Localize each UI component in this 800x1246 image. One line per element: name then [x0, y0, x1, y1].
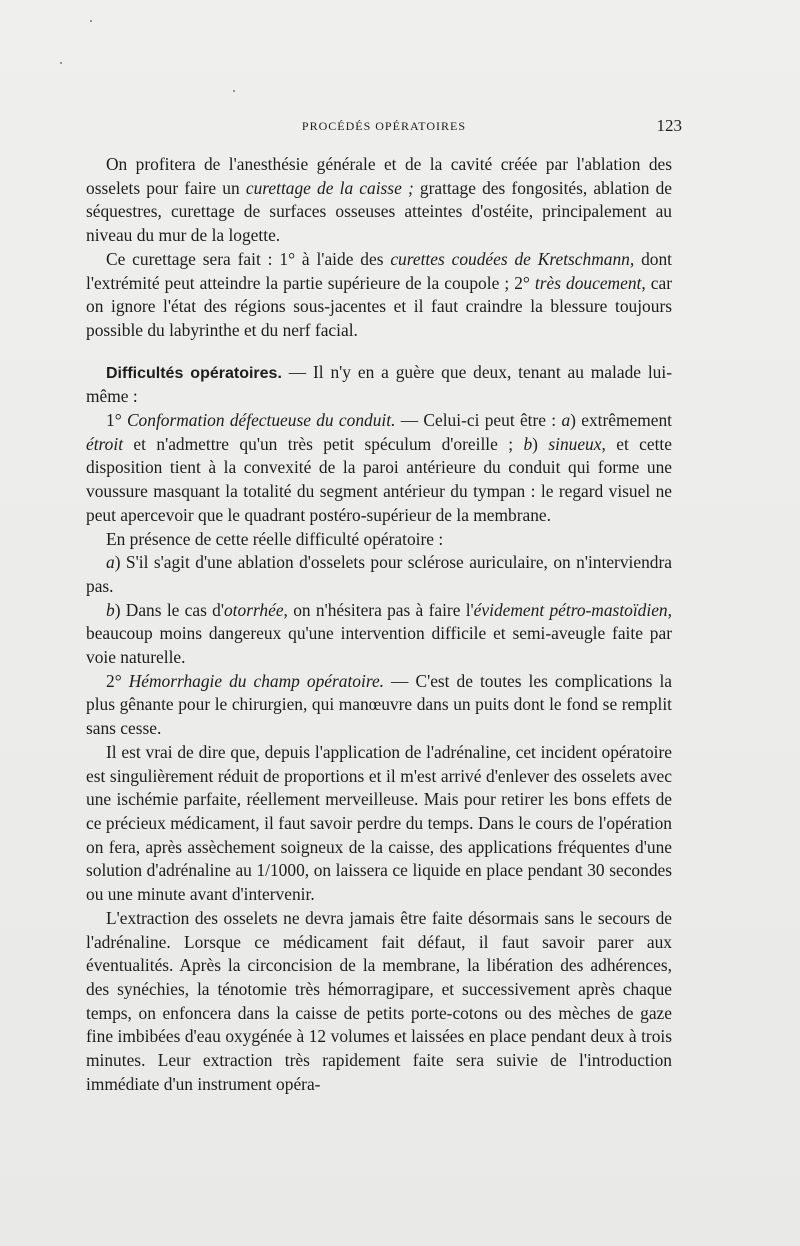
paragraph — [86, 361, 672, 409]
scan-speck — [90, 20, 92, 22]
paragraph — [86, 528, 672, 552]
text-run: 1° — [106, 410, 127, 431]
text-run: — Il n'y en a guère que deux, tenant au malade lui-même : — [86, 361, 672, 407]
paragraph — [86, 741, 672, 907]
italic-text: b — [106, 599, 115, 620]
italic-text: curettage de la caisse ; — [245, 177, 414, 198]
paragraph — [86, 599, 672, 670]
italic-text: a — [561, 410, 571, 431]
section-heading: Difficultés opératoires. — [106, 364, 282, 382]
italic-text: b — [523, 433, 533, 454]
page-header — [86, 116, 682, 138]
italic-text: a — [106, 552, 115, 573]
italic-text: évidement pétro-mastoïdien, — [473, 599, 672, 620]
paragraph — [86, 670, 672, 741]
scan-speck — [233, 90, 235, 92]
text-run: car on ignore l'état des régions sous-jacentes et il faut craindre la blessure toujours possible du labyrinthe et du nerf facial. — [86, 272, 672, 340]
running-title: PROCÉDÉS OPÉRATOIRES — [301, 119, 467, 133]
text-run: on n'hésitera pas à faire l' — [287, 599, 474, 620]
text-run: ) S'il s'agit d'une ablation d'osselets pour sclérose auriculaire, on n'interviendra pas. — [86, 552, 672, 596]
italic-text: très doucement, — [534, 272, 646, 293]
italic-text: curettes coudées de Kretschmann, — [390, 248, 635, 269]
text-run: On profitera de l'anesthésie générale et de la cavité créée par l'ablation des osselets pour faire un — [86, 154, 672, 198]
italic-text: Hémorrhagie du champ opératoire. — [128, 670, 385, 691]
italic-text: étroit — [86, 433, 124, 454]
paragraph — [86, 248, 672, 343]
paragraph — [86, 153, 672, 248]
text-run: ) — [532, 433, 549, 454]
body-text — [86, 153, 672, 1096]
text-run: et cette disposition tient à la convexité de la paroi antérieure du conduit qui forme une voussure masquant la totalité du segment antérieur du tympan : le regard visuel ne peut apercevoir que le quadrant postéro-supérieur de la membrane. — [86, 433, 672, 525]
text-run: — Celui-ci peut être : — [395, 410, 562, 431]
text-run: ) Dans le cas d' — [114, 599, 224, 620]
text-run: Il est vrai de dire que, depuis l'application de l'adrénaline, cet incident opératoire est singulièrement réduit de proportions et il m'est arrivé d'enlever des osselets avec une ischémie parfaite, réellement merveilleuse. Mais pour retirer les bons effets de ce précieux médicament, il faut savoir perdre du temps. Dans le cours de l'opération on fera, après assèchement soigneux de la caisse, des applications fréquentes d'une solution d'adrénaline au 1/1000, on laissera ce liquide en place pendant 30 secondes ou une minute avant d'intervenir. — [86, 741, 672, 905]
text-run: beaucoup moins dangereux qu'une intervention difficile et semi-aveugle faite par voie naturelle. — [86, 623, 672, 668]
text-run: et n'admettre qu'un très petit spéculum d'oreille ; — [123, 433, 524, 454]
italic-text: otorrhée, — [223, 599, 288, 620]
paragraph — [86, 409, 672, 528]
text-run: En présence de cette réelle difficulté opératoire : — [106, 528, 444, 549]
text-run: grattage des fongosités, ablation de séquestres, curettage de surfaces osseuses atteintes d'ostéite, principalement au niveau du mur de la logette. — [86, 177, 672, 246]
scan-speck — [60, 62, 62, 64]
text-run: dont l'extrémité peut atteindre la partie supérieure de la coupole ; 2° — [86, 248, 673, 293]
paragraph — [86, 907, 672, 1097]
paragraph — [86, 551, 672, 598]
text-run: — C'est de toutes les complications la plus gênante pour le chirurgien, qui manœuvre dans un puits dont le fond se remplit sans cesse. — [86, 670, 673, 739]
italic-text: Conformation défectueuse du conduit. — [126, 410, 396, 431]
text-run: 2° — [106, 670, 129, 691]
text-run: L'extraction des osselets ne devra jamais être faite désormais sans le secours de l'adrénaline. Lorsque ce médicament fait défaut, il faut savoir parer aux éventualités. Après la circoncision de la membrane, la libération des adhérences, des synéchies, la ténotomie très hémorragipare, et successivement après chaque temps, on enfoncera dans la caisse de petits porte-cotons ou des mèches de gaze fine imbibées d'eau oxygénée à 12 volumes et laissées en place pendant deux à trois minutes. Leur extraction très rapidement faite sera suivie de l'introduction immédiate d'un instrument opéra- — [86, 907, 672, 1094]
page-number: 123 — [656, 116, 682, 135]
text-run: ) extrêmement — [570, 410, 672, 431]
italic-text: sinueux, — [548, 433, 606, 454]
text-run: Ce curettage sera fait : 1° à l'aide des — [106, 248, 391, 269]
